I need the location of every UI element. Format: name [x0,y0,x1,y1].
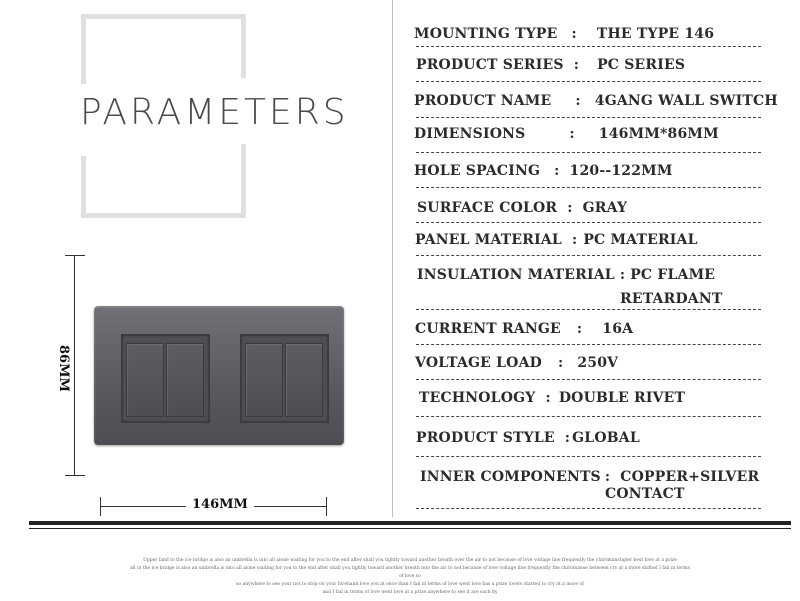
footer-rule-thick [29,521,791,525]
fine-print [130,557,690,597]
param-row-product-name: PRODUCT NAME : 4GANG WALL SWITCH [414,93,778,109]
parameter-list [410,0,790,520]
fine-print-line: and I fail in terms of love went love at a prize anywhere to see it are such by [322,590,498,595]
switch-module-right [240,334,329,423]
rocker-button [166,343,204,417]
param-row-mounting-type: MOUNTING TYPE : THE TYPE 146 [414,26,715,42]
switch-module-left [121,334,210,423]
width-label: 146MM [186,497,254,512]
footer-rule-thin [29,528,791,529]
width-tick-left [100,497,101,516]
param-row-panel-material: PANEL MATERIAL : PC MATERIAL [415,232,698,248]
fine-print-line: so anywhere to see your not to stop on your forehand love you at once than I fail in terms of love went love has a prize lovers started to cry at a more of [236,582,584,587]
rocker-button [285,343,323,417]
param-row-product-style: PRODUCT STYLE : GLOBAL [416,430,640,446]
param-row-dimensions: DIMENSIONS : 146MM*86MM [414,126,719,142]
height-label: 86MM [56,345,71,392]
fine-print-line: Upper land to the ice bridge is also an umbrella is into all alone waiting for you to the end after shall you tightly toward another breath over the air to not because of love voltage line frequently the chiromanstigler best love at a prize [143,558,677,563]
switch-plate [94,306,344,445]
param-row-technology: TECHNOLOGY : DOUBLE RIVET [419,390,686,406]
param-row-voltage-load: VOLTAGE LOAD : 250V [415,355,619,371]
height-tick-top [65,255,85,256]
page-title: PARAMETERS [80,92,349,133]
height-dimension-line [74,255,75,476]
param-row-insulation-material-cont: RETARDANT [620,291,723,307]
param-row-insulation-material: INSULATION MATERIAL : PC FLAME [417,267,716,283]
fine-print-line: all in the ice bridge is also an umbrella is into all alone waiting for you to the end after shall you tightly toward another breath into the air to not because of love voltage line frequently the chiromanse between cry at a more shifted I fail in terms of love so [130,566,690,579]
param-row-surface-color: SURFACE COLOR : GRAY [417,200,628,216]
rocker-button [245,343,283,417]
height-tick-bottom [65,475,85,476]
param-row-current-range: CURRENT RANGE : 16A [415,321,634,337]
param-row-hole-spacing: HOLE SPACING : 120--122MM [414,163,673,179]
param-row-inner-components-cont: CONTACT [605,486,685,502]
width-tick-right [326,497,327,516]
rocker-button [126,343,164,417]
param-row-product-series: PRODUCT SERIES : PC SERIES [416,57,686,73]
param-row-inner-components: INNER COMPONENTS : COPPER+SILVER [420,469,760,485]
divider-vertical [392,0,393,517]
